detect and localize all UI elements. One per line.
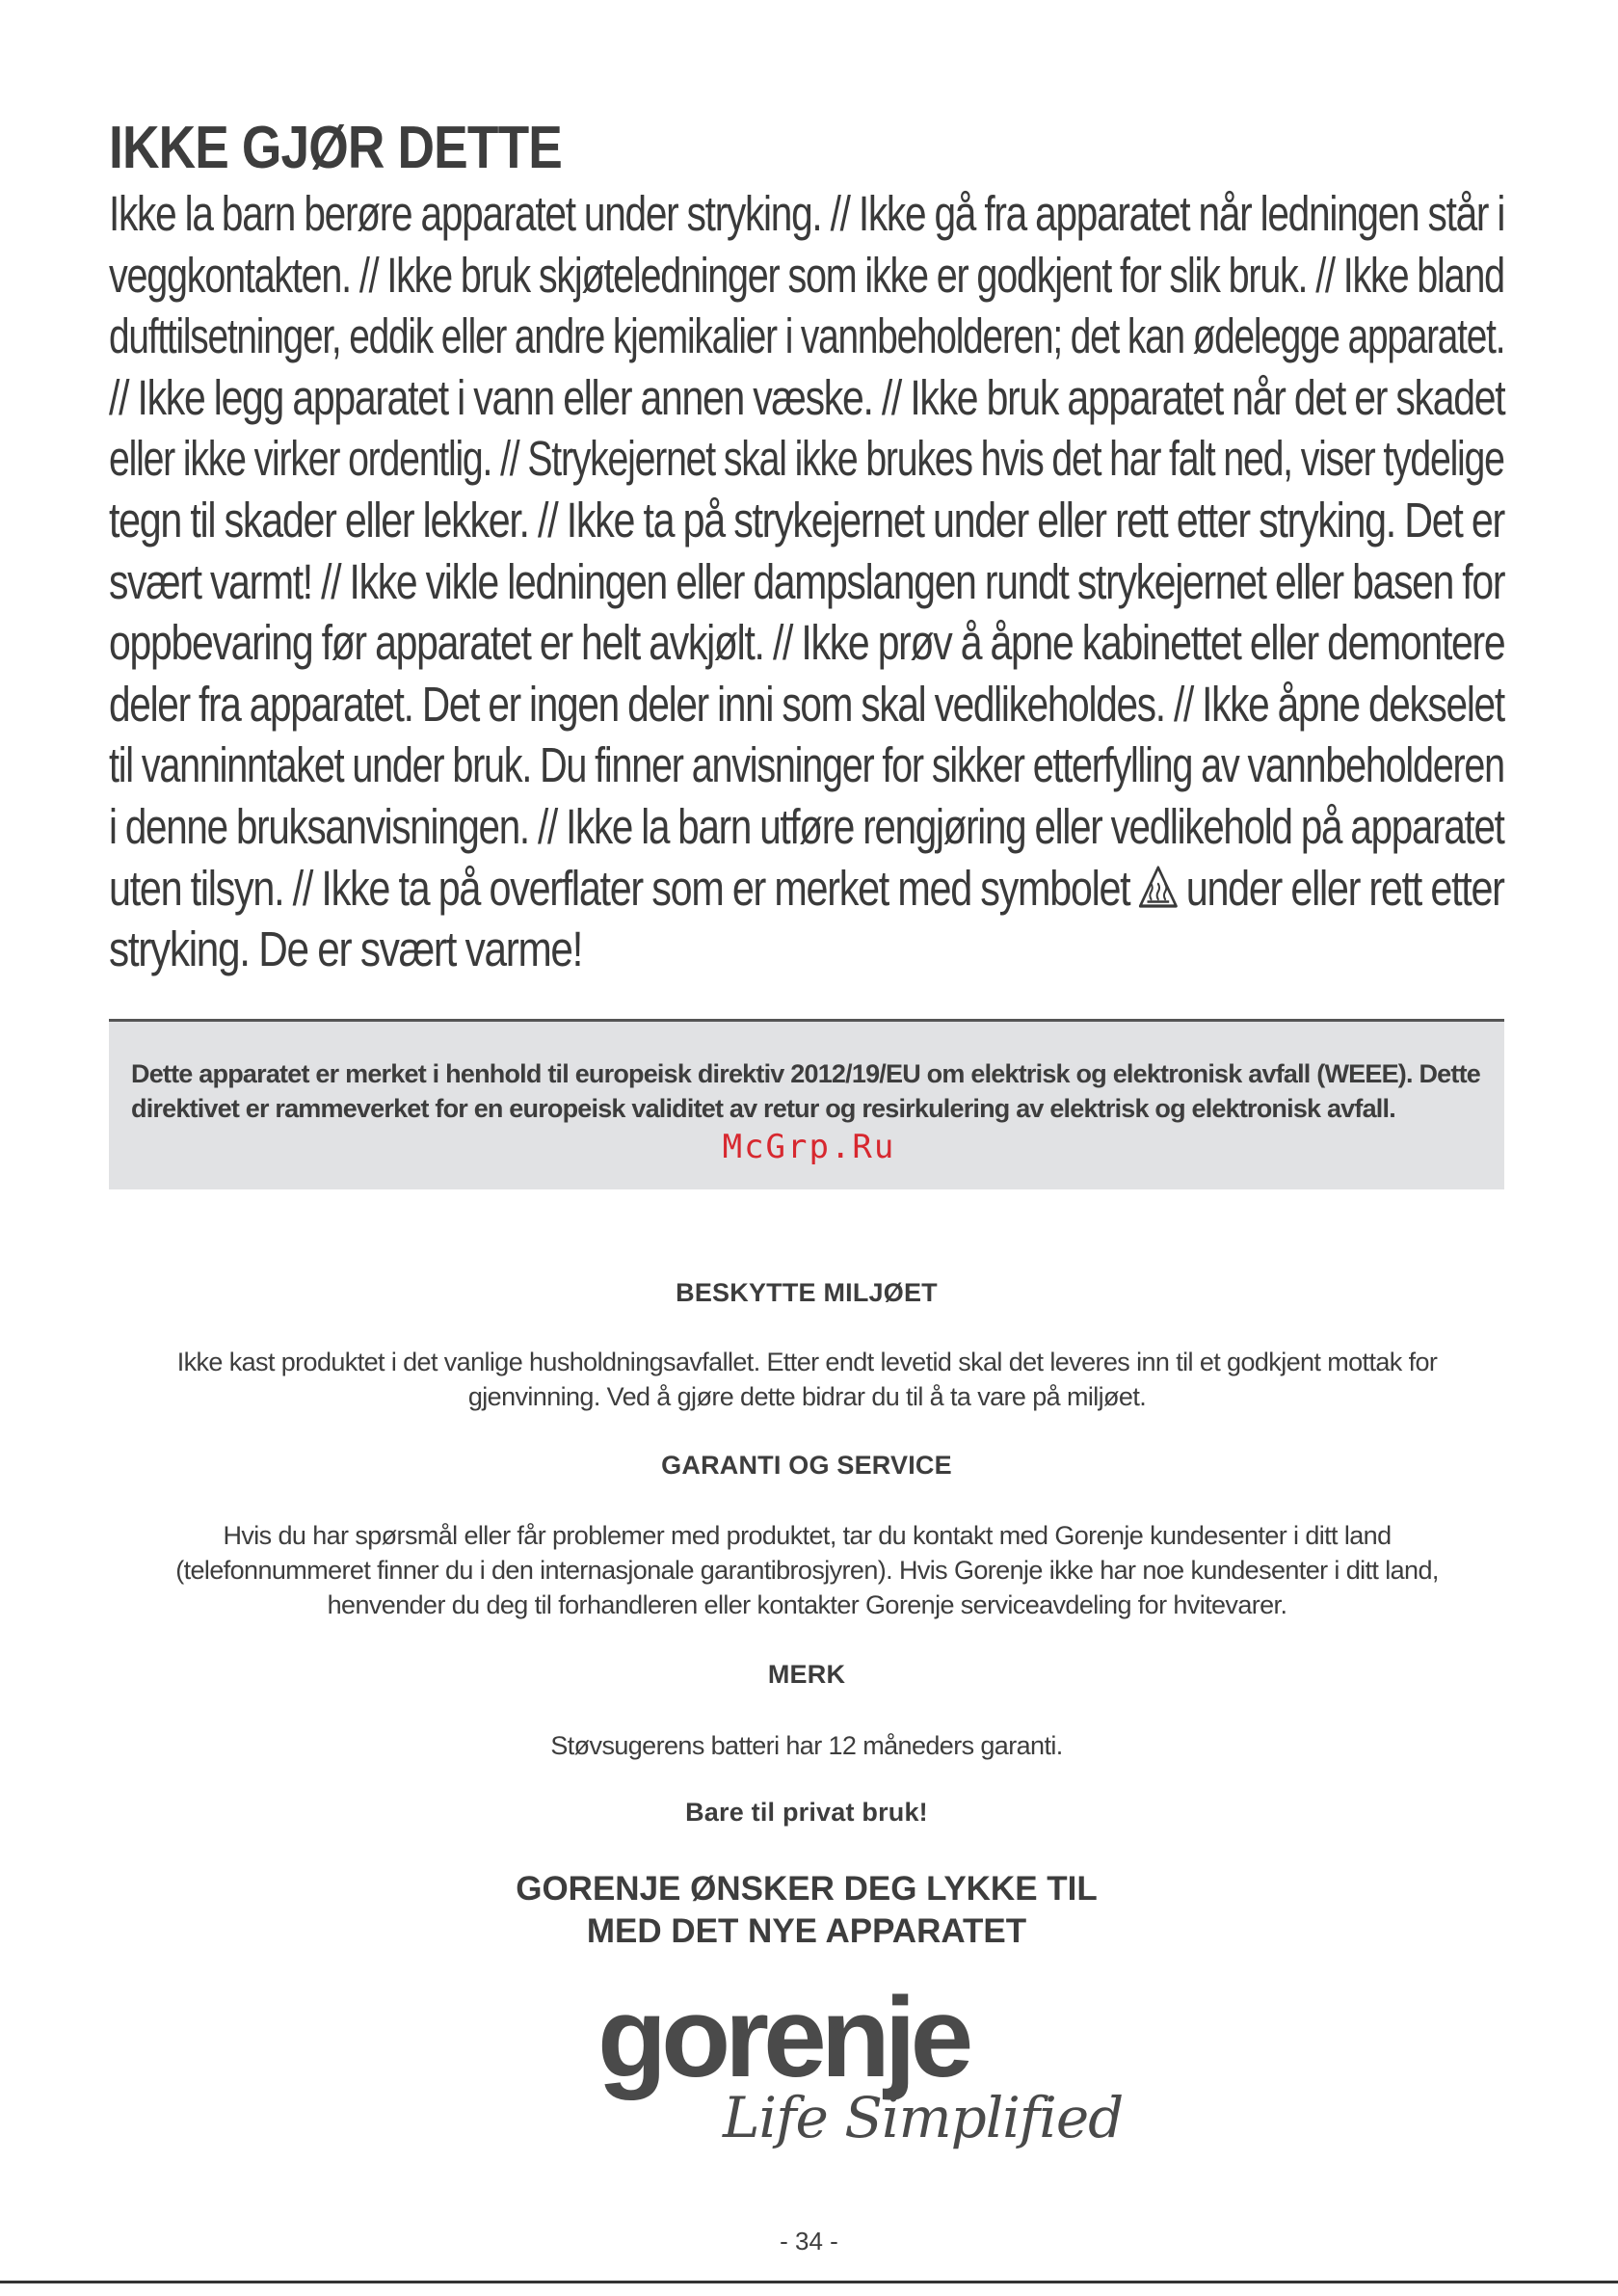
warning-line-8: oppbevaring før apparatet er helt avkjølt. // Ikke prøv å åpne kabinettet eller demontere bbox=[109, 615, 1505, 671]
warning-line-6: tegn til skader eller lekker. // Ikke ta på strykejernet under eller rett etter stryking. Det er bbox=[109, 492, 1504, 547]
closing-heading bbox=[109, 1868, 1504, 1953]
page-number: - 34 - bbox=[780, 2227, 838, 2256]
closing-line-1: GORENJE ØNSKER DEG LYKKE TIL bbox=[516, 1870, 1098, 1908]
environment-text: Ikke kast produktet i det vanlige husholdningsavfallet. Etter endt levetid skal det leveres inn til et godkjent mottak for gjenvinning. Ved å gjøre dette bidrar du til å ta vare på miljøet. bbox=[176, 1348, 1438, 1411]
warning-line-12-end: under eller rett etter bbox=[1185, 860, 1504, 916]
warning-line-1: Ikke la barn berøre apparatet under stryking. // Ikke gå fra apparatet når ledningen står i bbox=[109, 186, 1505, 241]
warning-line-7: svært varmt! // Ikke vikle ledningen eller dampslangen rundt strykejernet eller basen for bbox=[109, 553, 1505, 609]
gorenje-logo: gorenje bbox=[597, 1974, 968, 2101]
warranty-text: Hvis du har spørsmål eller får problemer med produktet, tar du kontakt med Gorenje kundesenter i ditt land (telefonnummeret finner du i den internasjonale garantibrosjyren). Hvis Gorenje ikke har noe kundesenter i ditt land, henvender du deg til forhandleren eller kontakter Gorenje serviceavdeling for hvitevarer. bbox=[175, 1521, 1439, 1619]
hot-surface-warning-icon bbox=[1137, 865, 1178, 909]
warning-line-4: // Ikke legg apparatet i vann eller annen væske. // Ikke bruk apparatet når det er skadet bbox=[109, 369, 1505, 425]
warning-line-11: i denne bruksanvisningen. // Ikke la barn utføre rengjøring eller vedlikehold på apparatet bbox=[109, 798, 1504, 854]
warning-line-12 bbox=[109, 858, 1504, 920]
note-heading: MERK bbox=[767, 1660, 846, 1689]
closing-line-2: MED DET NYE APPARATET bbox=[586, 1912, 1027, 1950]
warning-line-2: veggkontakten. // Ikke bruk skjøteledninger som ikke er godkjent for slik bruk. // Ikke bland bbox=[109, 247, 1504, 303]
warnings-paragraph bbox=[109, 183, 1504, 980]
bottom-divider bbox=[0, 2281, 1618, 2283]
weee-notice-text: Dette apparatet er merket i henhold til europeisk direktiv 2012/19/EU om elektrisk og elektronisk avfall (WEEE). Dette direktivet er rammeverket for en europeisk validitet av retur og resirkulering av elektrisk og elektronisk avfall. bbox=[131, 1059, 1480, 1123]
watermark: McGrp.Ru bbox=[722, 1128, 896, 1166]
warning-line-13: stryking. De er svært varme! bbox=[109, 921, 583, 977]
warning-line-9: deler fra apparatet. Det er ingen deler inni som skal vedlikeholdes. // Ikke åpne dekselet bbox=[109, 676, 1504, 732]
logo-tagline: Life Simplified bbox=[723, 2085, 1124, 2150]
warning-line-3: dufttilsetninger, eddik eller andre kjemikalier i vannbeholderen; det kan ødelegge apparatet. bbox=[109, 308, 1505, 364]
warranty-heading: GARANTI OG SERVICE bbox=[661, 1451, 952, 1480]
environment-heading: BESKYTTE MILJØET bbox=[676, 1278, 938, 1307]
note-text: Støvsugerens batteri har 12 måneders garanti. bbox=[550, 1731, 1063, 1760]
warning-line-5: eller ikke virker ordentlig. // Strykejernet skal ikke brukes hvis det har falt ned, viser tydelige bbox=[109, 431, 1504, 487]
page-title: IKKE GJØR DETTE bbox=[109, 115, 563, 181]
private-use-text: Bare til privat bruk! bbox=[685, 1798, 928, 1827]
warning-line-10: til vanninntaket under bruk. Du finner anvisninger for sikker etterfylling av vannbeholderen bbox=[109, 737, 1504, 793]
warning-line-12-start: uten tilsyn. // Ikke ta på overflater som er merket med symbolet bbox=[109, 860, 1130, 916]
